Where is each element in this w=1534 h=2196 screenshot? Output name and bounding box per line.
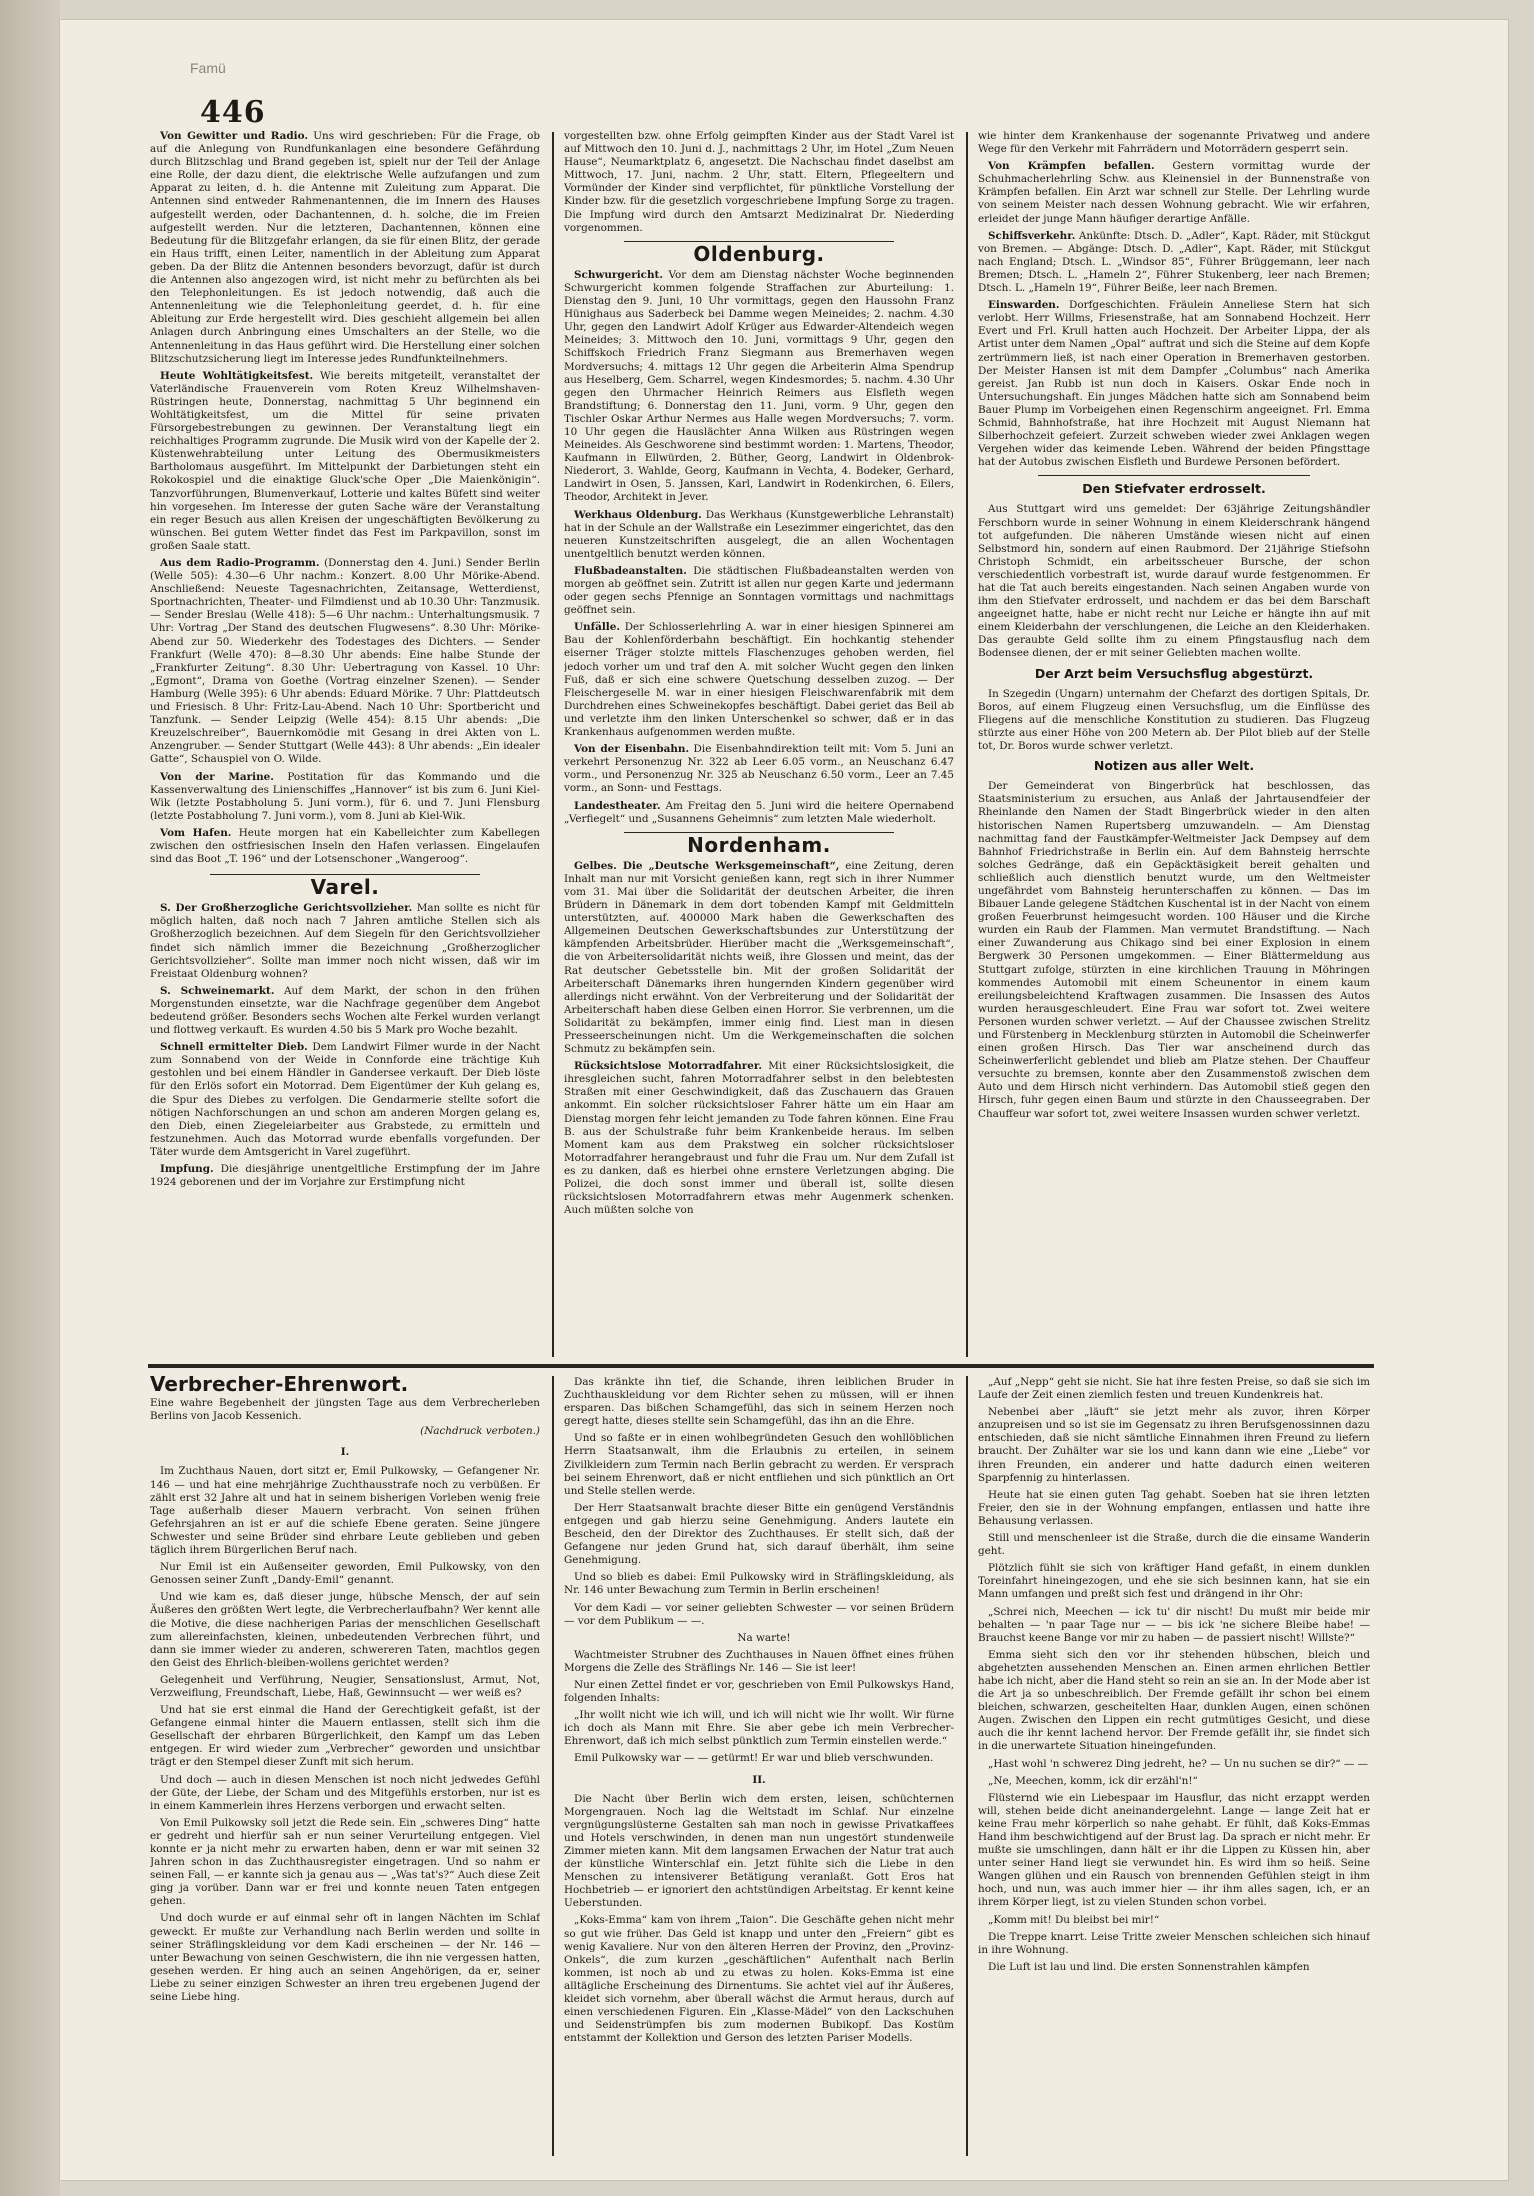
- article-heading: Von der Eisenbahn.: [574, 743, 690, 756]
- article-heading: Aus dem Radio-Programm.: [160, 557, 320, 569]
- serial-paragraph: Im Zuchthaus Nauen, dort sitzt er, Emil Pulkowsky, — Gefangener Nr. 146 — und hat eine mehrjährige Zuchthausstrafe noch zu verbüßen. Er zählt erst 32 Jahre alt und hat in seinem bisherigen Vorleben wenig freie Tage außerhalb dieser Mauern verbracht. Von seinen frühen Gefehrsjahren an ist er auf die schiefe Ebene geraten. Seine jüngere Schwester und seine Brüder sind ehrbare Leute geblieben und geben täglich ihrem Bürgerlichen Beruf nach.: [150, 1465, 540, 1557]
- serial-paragraph: Und so faßte er in einen wohlbegründeten Gesuch den wohllöblichen Herrn Staatsanwalt, ihm die Erlaubnis zu erteilen, in seinem Zivilkleidern zum Termin nach Berlin gebracht zu werden. Er versprach bei seinem Ehrenwort, daß er nicht entfliehen und sich pünktlich an Ort und Stelle stellen werde.: [564, 1432, 954, 1497]
- serial-paragraph: Plötzlich fühlt sie sich von kräftiger Hand gefaßt, in einem dunklen Toreinfahrt hineingezogen, und ehe sie sich besinnen kann, hat sie ein Mann umfangen und preßt sich fest und drängend in ihr Ohr:: [978, 1562, 1370, 1601]
- article-text: Ankünfte: Dtsch. D. „Adler“, Kapt. Räder, mit Stückgut von Bremen. — Abgänge: Dtsch. D. „Adler“, Kapt. Räder, mit Stückgut nach England; Dtsch. L. „Windsor 85“, Führer Brüggemann, leer nach Bremen; Dtsch. L. „Hameln 2“, Führer Stukenberg, leer nach Bremen; Dtsch. L. „Hameln 19“, Führer Beiße, leer nach Bremen.: [978, 229, 1370, 295]
- article-text: Die diesjährige unentgeltliche Erstimpfung der im Jahre 1924 geborenen und der im Vorjahre zur Erstimpfung nicht: [150, 1163, 540, 1189]
- article-text: Vor dem am Dienstag nächster Woche beginnenden Schwurgericht kommen folgende Straffachen zur Aburteilung: 1. Dienstag den 9. Juni, 10 Uhr vormittags, gegen den Haussohn Franz Hünighaus aus Saderbeck bei Damme wegen Meineides; 2. nachm. 4.30 Uhr, gegen den Landwirt Adolf Krüger aus Edwarder-Altendeich wegen Meineides; 3. Mittwoch den 10. Juni, vormittags 9 Uhr, gegen den Schiffskoch Friedrich Franz Siegmann aus Bremerhaven wegen Mordversuchs; 4. mittags 12 Uhr gegen die Arbeiterin Alma Spendrup aus Heselberg, Gem. Scharrel, wegen Kindesmordes; 5. nachm. 4.30 Uhr gegen den Uhrmacher Heinrich Reimers aus Elsfleth wegen Brandstiftung; 6. Donnerstag den 11. Juni, vorm. 9 Uhr, gegen den Tischler Oskar Arthur Nermes aus Halle wegen Mordversuchs; 7. vorm. 10 Uhr gegen die Hauslächter Anna Wilken aus Rüstringen wegen Meineides. Als Geschworene sind bestimmt worden: 1. Martens, Theodor, Kaufmann in Ellwürden, 2. Büther, Georg, Landwirt in Oldenbrok-Niederort, 3. Wahlde, Georg, Kaufmann in Vechta, 4. Bodeker, Gerhard, Landwirt in Osen, 5. Janssen, Karl, Landwirt in Rodenkirchen, 6. Eilers, Theodor, Architekt in Jever.: [564, 268, 954, 504]
- serial-column-2: [564, 1376, 954, 2156]
- serial-paragraph: „Ihr wollt nicht wie ich will, und ich will nicht wie Ihr wollt. Wir fürne ich doch als Mann mit Ehre. Sie aber gebe ich mein Verbrecher-Ehrenwort, daß ich mich selbst pünktlich zum Termin einstellen werde.“: [564, 1709, 954, 1748]
- article-text: In Szegedin (Ungarn) unternahm der Chefarzt des dortigen Spitals, Dr. Boros, auf einem Flugzeug einen Versuchsflug, um die Einflüsse des Fliegens auf die menschliche Konstitution zu studieren. Das Flugzeug stürzte aus einer Höhe von 200 Metern ab. Der Pilot blieb auf der Stelle tot, Dr. Boros wurde schwer verletzt.: [978, 687, 1370, 753]
- section-divider: [1038, 475, 1310, 476]
- serial-paragraph: Und hat sie erst einmal die Hand der Gerechtigkeit gefaßt, ist der Gefangene einmal hinter die Mauern entlassen, stellt sich ihm die Gesellschaft der ehrbaren Bürgerlichkeit, den Kampf um das Leben entgegen. Er wird wieder zum „Verbrecher“ geworden und unsichtbar trägt er den Stempel dieser Zunft mit sich herum.: [150, 1704, 540, 1769]
- reprint-note: (Nachdruck verboten.): [420, 1425, 540, 1438]
- book-binding-edge: [0, 0, 60, 2196]
- article-heading: Schnell ermittelter Dieb.: [160, 1041, 308, 1054]
- serial-paragraph: Die Treppe knarrt. Leise Tritte zweier Menschen schleichen sich hinauf in ihre Wohnung.: [978, 1930, 1370, 1956]
- serial-paragraph: Das kränkte ihn tief, die Schande, ihren leiblichen Bruder in Zuchthauskleidung vor dem Richter sehen zu müssen, will er ihnen ersparen. Das bißchen Schamgefühl, das sich in seinem Herzen noch geregt hatte, dieses stellte sein Schamgefühl, das ihn an die Ehre.: [564, 1376, 954, 1428]
- headline-arzt: Der Arzt beim Versuchsflug abgestürzt.: [1034, 665, 1314, 681]
- headline-stiefvater: Den Stiefvater erdrosselt.: [1082, 481, 1266, 497]
- serial-paragraph: Die Nacht über Berlin wich dem ersten, leisen, schüchternen Morgengrauen. Noch lag die Weltstadt im Schlaf. Nur einzelne vergnügungslüsterne Gestalten sah man noch in gewisse Privatkaffees und Hotels verschwinden, in denen man nun ungestört stundenweile Zimmer mieten kann. Mit dem langsamen Erwachen der Natur trat auch der künstliche Winterschlaf ein. Jetzt fühlte sich die Liebe in den Menschen zu intensiverer Betätigung veranlaßt. Gott Eros hat Hochbetrieb — er ignoriert den achtstündigen Arbeitstag. Er kennt keine Ueberstunden.: [564, 1792, 954, 1910]
- pencil-annotation: Famü: [190, 60, 226, 76]
- chapter-number: I.: [340, 1446, 350, 1459]
- article-text: Aus Stuttgart wird uns gemeldet: Der 63jährige Zeitungshändler Ferschborn wurde in seiner Wohnung in einem Kleiderschrank hängend tot aufgefunden. Die näheren Umstände wiesen nicht auf einen Selbstmord hin, sondern auf einen Raubmord. Der 21jährige Stiefsohn Christoph Schmidt, ein arbeitsscheuer Bursche, der schon verschiedentlich vorbestraft ist, wurde darauf wurde festgenommen. Er hat die Tat auch bereits eingestanden. Nach seinen Angaben wurde von ihm den Stiefvater erdrosselt, und nachdem er das bei dem Barschaft angeeignet hatte, habe er nicht recht nur Leiche er hängte ihn auf mit einem Kleiderbahn der verschlungenen, die Leiche an den Kleiderhaken. Das geraubte Geld sollte ihm zu einem Pfingstausflug nach dem Bodensee dienen, der er mit seiner Geliebten machen wollte.: [978, 503, 1370, 660]
- column-rule: [552, 132, 554, 1357]
- article-heading: Vom Hafen.: [160, 826, 232, 839]
- serial-paragraph: Und wie kam es, daß dieser junge, hübsche Mensch, der auf sein Äußeres den größten Wert legte, die Verbrecherlaufbahn? Wer kennt alle die Motive, die diese nachherigen Parias der menschlichen Gesellschaft zum allereinfachsten, kleinen, unbedeutenden Verbrechen führt, und dann sie immer wieder zu anderen, schwereren Taten, machtlos gegen den Geist des Ehrlich-bleiben-wollens gerichtet werden?: [150, 1591, 540, 1669]
- article-text: Das Werkhaus (Kunstgewerbliche Lehranstalt) hat in der Schule an der Wallstraße ein Lesezimmer eingerichtet, das den neueren Kunstzeitschriften ausgelegt, die an allen Wochentagen unentgeltlich benutzt werden können.: [564, 508, 954, 560]
- article-text: Heute morgen hat ein Kabelleichter zum Kabellegen zwischen den ostfriesischen Inseln den Hafen verlassen. Eingelaufen sind das Boot „T. 196“ und der Lotsenschoner „Wangeroog“.: [150, 826, 540, 866]
- article-heading: Werkhaus Oldenburg.: [574, 508, 702, 521]
- serial-paragraph: Na warte!: [737, 1631, 791, 1644]
- feuilleton-separator: [148, 1364, 1374, 1368]
- article-text: Wie bereits mitgeteilt, veranstaltet der Vaterländische Frauenverein vom Roten Kreuz Wilhelmshaven-Rüstringen heute, Donnerstag, nachmittag 5 Uhr beginnend ein Wohltätigkeitsfest, um die Mittel für seine privaten Fürsorgebestrebungen zu gewinnen. Der Veranstaltung liegt ein reichhaltiges Programm zugrunde. Die Musik wird von der Kapelle der 2. Küstenwehrabteilung unter Leitung des Obermusikmeisters Bartholomaus ausgeführt. Im Mittelpunkt der Darbietungen steht ein Rokokospiel und die einaktige Gluck'sche Oper „Die Maienkönigin“. Tanzvorführungen, Blumenverkauf, Lotterie und kaltes Büfett sind weiter hin vorgesehen. Im Interesse der guten Sache wäre der Veranstaltung ein reger Besuch aus allen Kreisen der ungeschäftigten Bevölkerung zu wünschen. Bei gutem Wetter findet das Fest im Parkpavillon, sonst im großen Saale statt.: [150, 369, 540, 552]
- chapter-number: II.: [752, 1773, 766, 1786]
- page-number: 446: [200, 95, 266, 130]
- serial-paragraph: Emil Pulkowsky war — — getürmt! Er war und blieb verschwunden.: [574, 1752, 934, 1765]
- article-heading: S. Schweinemarkt.: [160, 984, 275, 997]
- column-2: [564, 130, 954, 1350]
- column-rule: [552, 1376, 554, 2156]
- column-rule: [966, 1376, 968, 2156]
- article-text: Der Schlosserlehrling A. war in einer hiesigen Spinnerei am Bau der Kohlenförderbahn beschäftigt. Ein hochkantig stehender eiserner Träger stolzte mittels Flaschenzuges gehoben werden, fiel jedoch vorher um und traf den A. mit solcher Wucht gegen den linken Fuß, daß er sich eine schwere Quetschung desselben zuzog. — Der Fleischergeselle M. war in einer hiesigen Fleischwarenfabrik mit dem Durchdrehen eines Schweinekopfes beschäftigt. Dabei geriet das Beil ab und verletzte ihm den linken Unterschenkel so schwer, daß er in das Krankenhaus aufgenommen werden mußte.: [564, 621, 954, 739]
- article-text: Der Gemeinderat von Bingerbrück hat beschlossen, das Staatsministerium zu ersuchen, aus Anlaß der Jahrtausendfeier der Rheinlande den Namen der Stadt Bingerbrück wieder in den alten historischen Namen Rupertsberg umzuwandeln. — Am Dienstag nachmittag fand der Faustkämpfer-Weltmeister Jack Dempsey auf dem Bahnhof Friedrichstraße in Berlin ein. Auf dem Bahnsteig herrschte solches Gedränge, daß ein Gepäcktäsigkeit bereit gehalten und schließlich auch dienstlich benutzt wurde, um den Weltmeister ungefährdet vom Bahnsteig herunterschaffen zu können. — Das im Bibauer Lande gelegene Städtchen Kuschental ist in der Nacht von einem großen Feuerbrunst heimgesucht worden. 100 Häuser und die Kirche wurden ein Raub der Flammen. Man vermutet Brandstiftung. — Nach einer Zuwanderung aus Chikago sind bei einer Explosion in einem Bergwerk 30 Personen umgekommen. — Einer Blättermeldung aus Stuttgart zufolge, stürzten in eine kirchlichen Trauung in Möhringen kommendes Automobil mit einem Scheunentor in einem kaum ereilungsbeleichtend Kraftwagen zusammen. Die Insassen des Autos wurden herausgeschleudert. Eine Frau war sofort tot. Zwei weitere Personen wurden schwer verletzt. — Auf der Chaussee zwischen Strelitz und Fürstenberg in Mecklenburg stürzten in Automobil die Scheinwerfer einen großen Hirsch. Das Tier war anscheinend durch das Scheinwerferlicht geblendet und blieb am Platze stehen. Der Chauffeur versuchte zu bremsen, konnte aber den Zusammenstoß zwischen dem Auto und dem Hirsch nicht verhindern. Das Automobil stieß gegen den Hirsch, fuhr gegen einen Baum und stürzte in den Chausseegraben. Der Chauffeur war sofort tot, zwei weitere Insassen wurden schwer verletzt.: [978, 780, 1370, 1120]
- serial-subtitle: Eine wahre Begebenheit der jüngsten Tage aus dem Verbrecherleben Berlins von Jacob Kessenich.: [150, 1397, 540, 1423]
- article-text: Mit einer Rücksichtslosigkeit, die ihresgleichen sucht, fahren Motorradfahrer selbst in den belebtesten Straßen mit einer Geschwindigkeit, daß das Zuschauern das Grauen ankommt. Ein solcher rücksichtsloser Fahrer hätte um ein Haar am Dienstag morgen fehr leicht jemanden zu Tode fahren können. Eine Frau B. aus der Schulstraße fuhr beim Krankenbeide heraus. Im selben Moment kam aus dem Prakstweg ein solcher rücksichtsloser Motorradfahrer herangebraust und fuhr die Frau um. Nur dem Zufall ist es zu danken, daß es hierbei ohne ernstere Verletzungen abging. Die Polizei, die doch sonst immer und überall ist, sollte diesen rücksichtslosen Motorradfahrern etwas mehr Augenmerk schenken. Auch müßten solche von: [564, 1060, 954, 1217]
- serial-paragraph: Heute hat sie einen guten Tag gehabt. Soeben hat sie ihren letzten Freier, den sie in der Wohnung empfangen, entlassen und hatte ihre Behausung verlassen.: [978, 1488, 1370, 1527]
- article-heading: Gelbes. Die „Deutsche Werksgemeinschaft“,: [574, 859, 840, 872]
- section-title-oldenburg: Oldenburg.: [693, 241, 825, 266]
- article-text: Gestern vormittag wurde der Schuhmacherlehrling Schw. aus Kleinensiel in der Bunnenstraße von Krämpfen befallen. Ein Arzt war schnell zur Stelle. Der Lehrling wurde von seinem Meister nach dessen Wohnung gebracht. Wie wir erfahren, erleidet der junge Mann häufiger derartige Anfälle.: [978, 160, 1370, 225]
- serial-column-3: [978, 1376, 1370, 2156]
- serial-paragraph: „Hast wohl 'n schwerez Ding jedreht, he? — Un nu suchen se dir?“ — —: [988, 1757, 1368, 1770]
- article-text: vorgestellten bzw. ohne Erfolg geimpften Kinder aus der Stadt Varel ist auf Mittwoch den 10. Juni d. J., nachmittags 2 Uhr, im Hotel „Zum Neuen Hause“, Neumarktplatz 6, angesetzt. Die Nachschau findet daselbst am Mittwoch, 17. Juni, nachm. 2 Uhr, statt. Eltern, Pflegeeltern und Vormünder der Kinder sind verpflichtet, für pünktliche Vorstellung der Kinder bzw. für die gesetzlich vorgeschriebene Impfung Sorge zu tragen. Die Impfung wird durch den Amtsarzt Medizinalrat Dr. Niederding vorgenommen.: [564, 130, 954, 234]
- column-rule: [966, 132, 968, 1357]
- serial-paragraph: Gelegenheit und Verführung, Neugier, Sensationslust, Armut, Not, Verzweiflung, Freundschaft, Liebe, Haß, Gewinnsucht — wer weiß es?: [150, 1673, 540, 1699]
- article-text: Die städtischen Flußbadeanstalten werden von morgen ab geöffnet sein. Zutritt ist allen nur gegen Karte und jedermann oder gegen sechs Pfennige an Sonntagen vormittags und nachmittags geöffnet sein.: [564, 564, 954, 617]
- serial-title: Verbrecher-Ehrenwort.: [150, 1376, 409, 1396]
- serial-paragraph: „Ne, Meechen, komm, ick dir erzähl'n!“: [988, 1774, 1198, 1787]
- section-title-varel: Varel.: [310, 875, 380, 900]
- serial-paragraph: „Auf „Nepp“ geht sie nicht. Sie hat ihre festen Preise, so daß sie sich im Laufe der Zeit einen ziemlich festen und treuen Kundenkreis hat.: [978, 1376, 1370, 1402]
- article-heading: Einswarden.: [988, 299, 1060, 312]
- serial-paragraph: Und doch — auch in diesen Menschen ist noch nicht jedwedes Gefühl der Güte, der Liebe, der Scham und des Mitgefühls erstorben, nur ist es in einem Kammerlein ihres Herzens verborgen und erwacht selten.: [150, 1773, 540, 1812]
- serial-paragraph: Nur Emil ist ein Außenseiter geworden, Emil Pulkowsky, von den Genossen seiner Zunft „Dandy-Emil“ genannt.: [150, 1561, 540, 1587]
- serial-paragraph: Und doch wurde er auf einmal sehr oft in langen Nächten im Schlaf geweckt. Er mußte zur Verhandlung nach Berlin werden und sollte in seiner Sträflingskleidung vor dem Kadi erscheinen — der Nr. 146 — unter Bewachung von seinen Geschwistern, die ihn nie vergessen hatten, gesehen werden. Er hing auch an seinen Angehörigen, da er, seiner Liebe zu seiner einzigen Schwester an ihren treu ergebenen Jugend der seine Liebe hing.: [150, 1912, 540, 2004]
- serial-paragraph: Und so blieb es dabei: Emil Pulkowsky wird in Sträflingskleidung, als Nr. 146 unter Bewachung zum Termin in Berlin erscheinen!: [564, 1571, 954, 1597]
- article-text: Dem Landwirt Filmer wurde in der Nacht zum Sonnabend von der Weide in Connforde eine trächtige Kuh gestohlen und bei einem Händler in Gandersee verkauft. Der Dieb löste für den Erlös sofort ein Motorrad. Dem Eigentümer der Kuh gelang es, die Spur des Diebes zu verfolgen. Die Gendarmerie stellte sofort die nötigen Nachforschungen an und schon am anderen Morgen gelang es, den Dieb, einen Ziegeleiarbeiter aus Grabstede, zu ermitteln und festzunehmen. Auch das Motorrad wurde ebenfalls vorgefunden. Der Täter wurde dem Amtsgericht in Varel zugeführt.: [150, 1041, 540, 1158]
- article-heading: Schwurgericht.: [574, 268, 663, 281]
- article-heading: S. Der Großherzogliche Gerichtsvollzieher.: [160, 902, 413, 915]
- serial-paragraph: Die Luft ist lau und lind. Die ersten Sonnenstrahlen kämpfen: [988, 1960, 1310, 1973]
- article-heading: Rücksichtslose Motorradfahrer.: [574, 1060, 763, 1073]
- article-heading: Von Krämpfen befallen.: [988, 160, 1155, 173]
- serial-paragraph: Emma sieht sich den vor ihr stehenden hübschen, bleich und abgehetzten aussehenden Menschen an. Einen armen ehrlichen Bettler habe ich nicht, aber die Hand steht so rein an sie an. In der Mode aber ist die Art ja so unbeschreiblich. Der Fremde gefällt ihr schon bei einem bleichen, schwarzen, gescheitelten Haar, dunklen Augen, einen schönen Augen. Zwischen den Lippen ein recht gutmütiges Gesicht, und diese auch die ihr kennt lachend hervor. Der Fremde gefällt ihr, sie findet sich in die unerwartete Situation hineingefunden.: [978, 1648, 1370, 1753]
- article-text: Am Freitag den 5. Juni wird die heitere Opernabend „Verfiegelt“ und „Susannens Geheimnis“ zum letzten Male wiederholt.: [564, 799, 954, 825]
- column-1: [150, 130, 540, 1350]
- article-heading: Landestheater.: [574, 799, 661, 812]
- article-text: eine Zeitung, deren Inhalt man nur mit Vorsicht genießen kann, regt sich in ihrer Nummer vom 31. Mai über die Solidarität der deutschen Arbeiter, die ihren Brüdern in Dänemark in dem dort tobenden Kampf mit Geldmitteln unterstützten, auf. 400000 Mark haben die Gewerkschaften des Allgemeinen Deutschen Gewerkschaftsbundes zur Unterstützung der kämpfenden Arbeitsbrüder. Hierüber macht die „Werksgemeinschaft“, die von Arbeitersolidarität nichts weiß, ihre Glossen und meint, das der Rat deutscher Gebetsstelle bin. Mit der großen Solidarität der Arbeiterschaft Dänemarks ihren hungernden Kindern gegenüber wird allerdings nicht erwähnt. Von der Verbreiterung und der Solidarität der Arbeiterschaft haben diese Gelben einen Horror. Sie verbrennen, um die Solidarität zu bekämpfen, immer einig find. Liest man in diesen Presseerscheinungen nicht. Um die Werkgemeinschaften die solchen Schmutz zu bekämpfen sein.: [564, 859, 954, 1056]
- serial-paragraph: Von Emil Pulkowsky soll jetzt die Rede sein. Ein „schweres Ding“ hatte er gedreht und hierfür sah er nun seiner Verurteilung entgegen. Viel konnte er ja nicht mehr zu erwarten haben, denn er war mit seinen 32 Jahren schon in das Zuchthausregister eingetragen. Und so nahm er seinen Fall, — er kannte sich ja genau aus — „Was tat's?“ Auch diese Zeit ging ja vorüber. Dann war er frei und konnte neuen Taten entgegen gehen.: [150, 1816, 540, 1908]
- article-text: Dorfgeschichten. Fräulein Anneliese Stern hat sich verlobt. Herr Willms, Friesenstraße, hat am Sonnabend Hochzeit. Herr Evert und Frl. Krull hatten auch Hochzeit. Der Arbeiter Lippa, der als Artist unter dem Namen „Opal“ auftrat und sich die Steine auf dem Kopfe zertrümmern ließ, ist nach einer Operation in Bremerhaven gestorben. Der Meister Hansen ist mit dem Dampfer „Columbus“ nach Amerika gereist. Jan Rubb ist nun doch in Kaisers. Oskar Ende noch in Untersuchungshaft. Ein junges Mädchen hatte sich am Sonnabend beim Bauer Plump im Vorbeigehen einen Regenschirm angeeignet. Frl. Emma Schmid, Bahnhofstraße, hat ihre Hochzeit mit August Niemann hat Silberhochzeit gefeiert. Zurzeit schweben wieder zwei Anklagen wegen Vergehen wider das keimende Leben. Während der beiden Pfingsttage hat der Autobus zwischen Eisfleth und Burdewe Personen befördert.: [978, 299, 1370, 469]
- article-text: wie hinter dem Krankenhause der sogenannte Privatweg und andere Wege für den Verkehr mit Fahrrädern und Motorrädern gesperrt sein.: [978, 130, 1370, 156]
- serial-paragraph: „Koks-Emma“ kam von ihrem „Taion“. Die Geschäfte gehen nicht mehr so gut wie früher. Das Geld ist knapp und unter den „Freiern“ gibt es wenig Kavaliere. Nur von den älteren Herren der Provinz, den „Provinz-Onkels“, die zum kurzen „geschäftlichen“ Aufenthalt nach Berlin kommen, ist noch ab und zu etwas zu holen. Koks-Emma ist eine alltägliche Erscheinung des Dirnentums. Sie achtet viel auf ihr Äußeres, kleidet sich vornehm, aber überall wächst die Armut heraus, durch auf einen verschiedenen Figuren. Ein „Klasse-Mädel“ von den Lackschuhen und Seidenstrümpfen bis zum modernen Bubikopf. Das Kostüm entstammt der Kollektion und Gerson des letzten Pariser Modells.: [564, 1914, 954, 2045]
- article-heading: Schiffsverkehr.: [988, 229, 1076, 242]
- serial-paragraph: Flüsternd wie ein Liebespaar im Hausflur, das nicht erzappt werden will, stehen beide dicht aneinandergelehnt. Lange — lange Zeit hat er keine Frau mehr körperlich so nahe gehabt. Er fühlt, daß Koks-Emmas Hand ihm beschwichtigend auf der Brust lag. Da sprach er nicht mehr. Er mußte sie umschlingen, dann hält er ihr die Lippen zu Küssen hin, aber unter seiner Hand liegt sie verwundet hin. Es wird ihm so heiß. Seine Wangen glühen und ein Rausch von brennenden Gefühlen steigt in ihm hoch, und nun, was auch immer hier — ihr ihm alles sagen, ich, er an ihrem Körper liegt, ist zu vielen Stunden schon vorbei.: [978, 1791, 1370, 1909]
- article-text: Die Eisenbahndirektion teilt mit: Vom 5. Juni an verkehrt Personenzug Nr. 322 ab Leer 6.05 vorm., an Neuschanz 6.47 vorm., und Personenzug Nr. 325 ab Neuschanz 6.50 vorm., Leer an 7.45 vorm., an Sonn- und Festtags.: [564, 743, 954, 795]
- newspaper-page: [60, 20, 1508, 2180]
- article-heading: Impfung.: [160, 1163, 214, 1176]
- article-heading: Heute Wohltätigkeitsfest.: [160, 369, 314, 382]
- serial-paragraph: Nur einen Zettel findet er vor, geschrieben von Emil Pulkowskys Hand, folgenden Inhalts:: [564, 1678, 954, 1705]
- serial-paragraph: „Komm mit! Du bleibst bei mir!“: [988, 1913, 1160, 1926]
- article-text: Man sollte es nicht für möglich halten, daß noch nach 7 Jahren amtliche Stellen sich als Großherzoglich bezeichnen. Auf dem Siegeln für den Gerichtsvollzieher findet sich nämlich immer die Bezeichnung „Großherzoglicher Gerichtsvollzieher“. Sollte man immer noch nicht wissen, daß wir im Freistaat Oldenburg wohnen?: [150, 902, 540, 980]
- article-heading: Unfälle.: [574, 621, 620, 634]
- serial-paragraph: Still und menschenleer ist die Straße, durch die die einsame Wanderin geht.: [978, 1532, 1370, 1558]
- section-title-nordenham: Nordenham.: [687, 832, 831, 857]
- article-text: Auf dem Markt, der schon in den frühen Morgenstunden einsetzte, war die Nachfrage gegenüber dem Angebot bedeutend größer. Besonders sechs Wochen alte Ferkel wurden verlangt und flottweg verkauft. Es wurden 4.50 bis 5 Mark pro Woche bezahlt.: [150, 984, 540, 1037]
- article-heading: Von der Marine.: [160, 770, 274, 783]
- serial-paragraph: Nebenbei aber „läuft“ sie jetzt mehr als zuvor, ihren Körper anzupreisen und so ist sie im Gegensatz zu ihren Berufsgenossinnen dazu entschieden, daß sie nicht sämtliche Einnahmen ihren Freund zu liefern braucht. Der Zuhälter war sie los und kann dann wie eine „Liebe“ vor ihren Freunden, ein anderer und hatte dadurch einen weiteren Sparpfennig zu hinterlassen.: [978, 1406, 1370, 1484]
- headline-notizen: Notizen aus aller Welt.: [1093, 758, 1255, 774]
- serial-paragraph: Der Herr Staatsanwalt brachte dieser Bitte ein genügend Verständnis entgegen und gab hierzu seine Genehmigung. Anders lautete ein Bescheid, den der Direktor des Zuchthauses. Er stellt sich, daß der Gefangene nur jeden Grund hat, sich darauf überhält, ihm seine Genehmigung.: [564, 1501, 954, 1567]
- article-text: (Donnerstag den 4. Juni.) Sender Berlin (Welle 505): 4.30—6 Uhr nachm.: Konzert. 8.00 Uhr Mörike-Abend. Anschließend: Neueste Tagesnachrichten, Zeitansage, Wetterdienst, Sportnachrichten, Theater- und Filmdienst und ab 10.30 Uhr: Tanzmusik. — Sender Breslau (Welle 418): 5—6 Uhr nachm.: Unterhaltungsmusik. 7 Uhr: Vortrag „Der Stand des deutschen Flugwesens“. 8.30 Uhr: Mörike-Abend zur 50. Wiederkehr des Todestages des Dichters. — Sender Frankfurt (Welle 470): 8—8.30 Uhr abends: Eine halbe Stunde der „Frankfurter Zeitung“. 8.30 Uhr: Uebertragung von Kassel. 10 Uhr: „Egmont“, Drama von Goethe (Vortrag einzelner Szenen). — Sender Hamburg (Welle 395): 6 Uhr abends: Eduard Mörike. 7 Uhr: Plattdeutsch und Friesisch. 8 Uhr: Fritz-Lau-Abend. Nach 10 Uhr: Sportbericht und Tanzfunk. — Sender Leipzig (Welle 454): 8.15 Uhr abends: „Die Kreuzelschreiber“, Bauernkomödie mit Gesang in drei Akten von L. Anzengruber. — Sender Stuttgart (Welle 443): 8 Uhr abends: „Ein idealer Gatte“, Schauspiel von O. Wilde.: [150, 557, 540, 766]
- serial-paragraph: Vor dem Kadi — vor seiner geliebten Schwester — vor seinen Brüdern — vor dem Publikum — —.: [564, 1601, 954, 1627]
- serial-column-1: [150, 1376, 540, 2156]
- article-text: Uns wird geschrieben: Für die Frage, ob auf die Anlegung von Rundfunkanlagen eine besondere Gefährdung durch Blitzschlag und Brand gegeben ist, spielt nur der Teil der Anlage eine Rolle, der dazu dient, die elektrische Welle aufzufangen und zum Apparat zu leiten, d. h. die Antenne mit Zuleitung zum Apparat. Die Antennen sind entweder Rahmenantennen, die im Innern des Hauses aufgestellt werden, oder Dachantennen, d. h. solche, die im Freien aufgestellt werden. Nur die letzteren, Dachantennen, können eine Bedeutung für die Blitzgefahr erlangen, da sie für einen Blitz, der gerade ein Haus trifft, einen Leiter, namentlich in der Ableitung zum Apparat geben. Da der Blitz die Antennen besonders bevorzugt, dafür ist durch die Antennen also angezogen wird, ist nicht mehr zu befürchten als bei den Telephonleitungen. Es ist jedoch notwendig, daß auch die Antennenleitung wie die Telephonleitung geerdet, d. h. für eine Ableitung zur Erde hergestellt wird. Dies geschieht allgemein bei allen Anlagen durch Anbringung eines Umschalters an der Stelle, wo die Antennenleitung in das Haus geführt wird. Die Herstellung einer solchen Blitzschutzsicherung liegt im Interesse jedes Rundfunkteilnehmers.: [150, 130, 540, 365]
- article-heading: Von Gewitter und Radio.: [160, 130, 308, 142]
- serial-paragraph: Wachtmeister Strubner des Zuchthauses in Nauen öffnet eines frühen Morgens die Zelle des Sträflings Nr. 146 — Sie ist leer!: [564, 1648, 954, 1674]
- article-heading: Flußbadeanstalten.: [574, 564, 687, 577]
- article-text: Postitation für das Kommando und die Kassenverwaltung des Linienschiffes „Hannover“ ist bis zum 6. Juni Kiel-Wik (letzte Postabholung 5. Juni vorm.), für 6. und 7. Juni Flensburg (letzte Postabholung 7. Juni vorm.), vom 8. Juni ab Kiel-Wik.: [150, 770, 540, 822]
- column-3: [978, 130, 1370, 1350]
- serial-paragraph: „Schrei nich, Meechen — ick tu' dir nischt! Du mußt mir beide mir behalten — 'n paar Tage nur — — bis ick 'ne sichere Bleibe habe! — Brauchst keene Bange vor mir zu haben — de passiert nischt! Willste?“: [978, 1605, 1370, 1644]
